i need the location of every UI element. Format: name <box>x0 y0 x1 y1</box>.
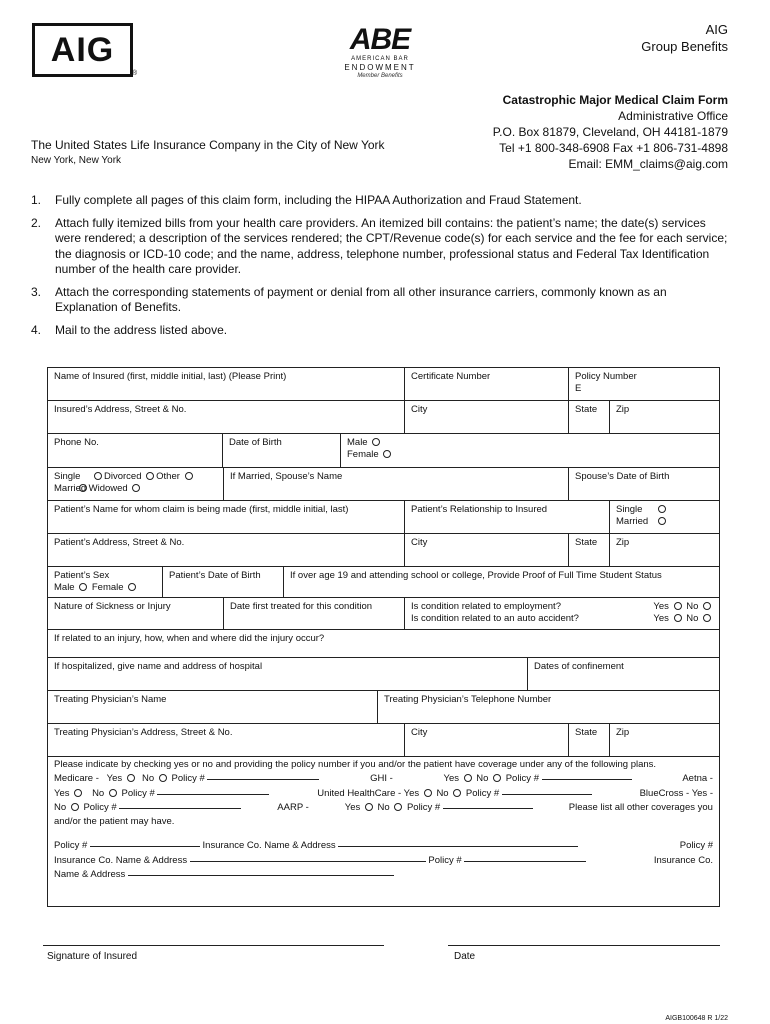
other-insurer-input-1[interactable] <box>338 846 578 847</box>
patient-male-radio[interactable] <box>79 583 87 591</box>
form-code: AIGB100648 R 1/22 <box>665 1015 728 1022</box>
physician-phone-field[interactable]: Treating Physician’s Telephone Number <box>377 690 720 724</box>
female-radio[interactable] <box>383 450 391 458</box>
patient-zip-field[interactable]: Zip <box>609 533 720 567</box>
patient-sex-field: Patient’s Sex Male Female <box>47 566 163 598</box>
other-radio[interactable] <box>146 472 154 480</box>
condition-questions: Is condition related to employment? Yes No Is condition related to an auto accident? Yes No <box>404 597 720 630</box>
physician-name-field[interactable]: Treating Physician’s Name <box>47 690 378 724</box>
name-of-insured-field[interactable]: Name of Insured (first, middle initial, last) (Please Print) <box>47 367 405 401</box>
aig-logo: AIG <box>32 23 133 77</box>
medicare-no-radio[interactable] <box>159 774 167 782</box>
auto-no-radio[interactable] <box>703 614 711 622</box>
patient-address-field[interactable]: Patient’s Address, Street & No. <box>47 533 405 567</box>
aarp-policy-input[interactable] <box>443 808 533 809</box>
male-radio[interactable] <box>372 438 380 446</box>
patient-name-field[interactable]: Patient’s Name for whom claim is being made (first, middle initial, last) <box>47 500 405 534</box>
patient-city-field[interactable]: City <box>404 533 569 567</box>
ghi-policy-input[interactable] <box>542 779 632 780</box>
aarp-yes-radio[interactable] <box>365 803 373 811</box>
insured-zip-field[interactable]: Zip <box>609 400 720 434</box>
email-address: Email: EMM_claims@aig.com <box>568 157 728 171</box>
company-name: The United States Life Insurance Company in the City of New York <box>31 138 385 152</box>
other-policy-input-2[interactable] <box>464 861 586 862</box>
united-policy-input[interactable] <box>502 794 592 795</box>
date-first-treated-field[interactable]: Date first treated for this condition <box>223 597 405 630</box>
company-city: New York, New York <box>31 155 122 166</box>
physician-address-field[interactable]: Treating Physician’s Address, Street & No. <box>47 723 405 757</box>
signature-line[interactable] <box>43 945 384 946</box>
medicare-yes-radio[interactable] <box>127 774 135 782</box>
single-radio[interactable] <box>185 472 193 480</box>
other-name-address-input[interactable] <box>128 875 394 876</box>
insured-address-field[interactable]: Insured’s Address, Street & No. <box>47 400 405 434</box>
other-coverage-section: Please indicate by checking yes or no and providing the policy number if you and/or the patient have coverage under any of the following plans. Medicare - Yes No Policy # GHI - Yes No Policy # Aetna - Yes No Policy # United HealthCare - Yes No Policy # BlueCross - Yes - No Policy # AARP - Yes No Policy # Please list all other coverages you and/or the patient may have. Policy # Insurance Co. Name & Address Policy # Insurance Co. Name & Address Policy # Insurance Co. Name & Address <box>47 756 720 907</box>
united-no-radio[interactable] <box>453 789 461 797</box>
other-insurer-input-2[interactable] <box>190 861 426 862</box>
widowed-radio[interactable] <box>79 484 87 492</box>
group-benefits-title: AIG Group Benefits <box>641 22 728 54</box>
united-yes-radio[interactable] <box>424 789 432 797</box>
patient-married-radio[interactable] <box>658 517 666 525</box>
marital-status-field: Single Divorced Other Married Widowed <box>47 467 224 501</box>
abe-logo: ABE AMERICAN BAR ENDOWMENT Member Benefits <box>344 23 416 79</box>
ghi-yes-radio[interactable] <box>464 774 472 782</box>
confinement-dates-field[interactable]: Dates of confinement <box>527 657 720 691</box>
patient-relationship-field[interactable]: Patient’s Relationship to Insured <box>404 500 610 534</box>
aetna-policy-input[interactable] <box>157 794 269 795</box>
insured-state-field[interactable]: State <box>568 400 610 434</box>
instruction-item: 1. Fully complete all pages of this claim form, including the HIPAA Authorization and Fraud Statement. <box>31 193 582 207</box>
physician-zip-field[interactable]: Zip <box>609 723 720 757</box>
spouse-name-field[interactable]: If Married, Spouse’s Name <box>223 467 569 501</box>
hospital-field[interactable]: If hospitalized, give name and address of hospital <box>47 657 528 691</box>
instruction-item: 3. Attach the corresponding statements of payment or denial from all other insurance carriers, commonly known as an Explanation of Benefits. <box>31 284 667 314</box>
date-label: Date <box>454 951 476 962</box>
married-radio[interactable] <box>132 484 140 492</box>
aetna-no-radio[interactable] <box>109 789 117 797</box>
phone-field[interactable]: Phone No. <box>47 433 223 468</box>
policy-number-field[interactable]: Policy Number E <box>568 367 720 401</box>
employment-no-radio[interactable] <box>703 602 711 610</box>
office-address: Catastrophic Major Medical Claim Form Administrative Office P.O. Box 81879, Cleveland, OH 44181-1879 Tel +1 800-348-6908 Fax +1 806-731-4898 Email: EMM_claims@aig.com <box>492 93 728 171</box>
insured-sex-field: Male Female <box>340 433 720 468</box>
aetna-yes-radio[interactable] <box>74 789 82 797</box>
instructions-list <box>31 193 731 345</box>
physician-city-field[interactable]: City <box>404 723 569 757</box>
ghi-no-radio[interactable] <box>493 774 501 782</box>
patient-female-radio[interactable] <box>128 583 136 591</box>
physician-state-field[interactable]: State <box>568 723 610 757</box>
patient-state-field[interactable]: State <box>568 533 610 567</box>
date-line[interactable] <box>448 945 720 946</box>
student-status-note: If over age 19 and attending school or college, Provide Proof of Full Time Student Status <box>283 566 720 598</box>
claim-form <box>47 367 720 907</box>
date-of-birth-field[interactable]: Date of Birth <box>222 433 341 468</box>
medicare-policy-input[interactable] <box>207 779 319 780</box>
signature-label: Signature of Insured <box>47 951 138 962</box>
form-title: Catastrophic Major Medical Claim Form <box>502 93 728 107</box>
aarp-no-radio[interactable] <box>394 803 402 811</box>
auto-yes-radio[interactable] <box>674 614 682 622</box>
registered-mark: ® <box>132 70 138 77</box>
instruction-item: 4. Mail to the address listed above. <box>31 322 228 337</box>
other-policy-input-1[interactable] <box>90 846 200 847</box>
patient-single-radio[interactable] <box>658 505 666 513</box>
certificate-number-field[interactable]: Certificate Number <box>404 367 569 401</box>
instruction-item: 2. Attach fully itemized bills from your health care providers. An itemized bill contains: the patient’s name; the date(s) services were rendered; a description of the services rendered; the CPT/Revenue code(s) for each service and the fee for each service; the diagnosis or ICD-10 code; and the name, address, telephone number, professional status and Federal Tax Identification number of the health care provider. <box>31 215 728 276</box>
bluecross-no-radio[interactable] <box>71 803 79 811</box>
injury-description-field[interactable]: If related to an injury, how, when and where did the injury occur? <box>47 629 720 658</box>
divorced-radio[interactable] <box>94 472 102 480</box>
spouse-dob-field[interactable]: Spouse’s Date of Birth <box>568 467 720 501</box>
patient-dob-field[interactable]: Patient’s Date of Birth <box>162 566 284 598</box>
insured-city-field[interactable]: City <box>404 400 569 434</box>
employment-yes-radio[interactable] <box>674 602 682 610</box>
nature-of-sickness-field[interactable]: Nature of Sickness or Injury <box>47 597 224 630</box>
bluecross-policy-input[interactable] <box>119 808 241 809</box>
patient-status-field: Single Married <box>609 500 720 534</box>
